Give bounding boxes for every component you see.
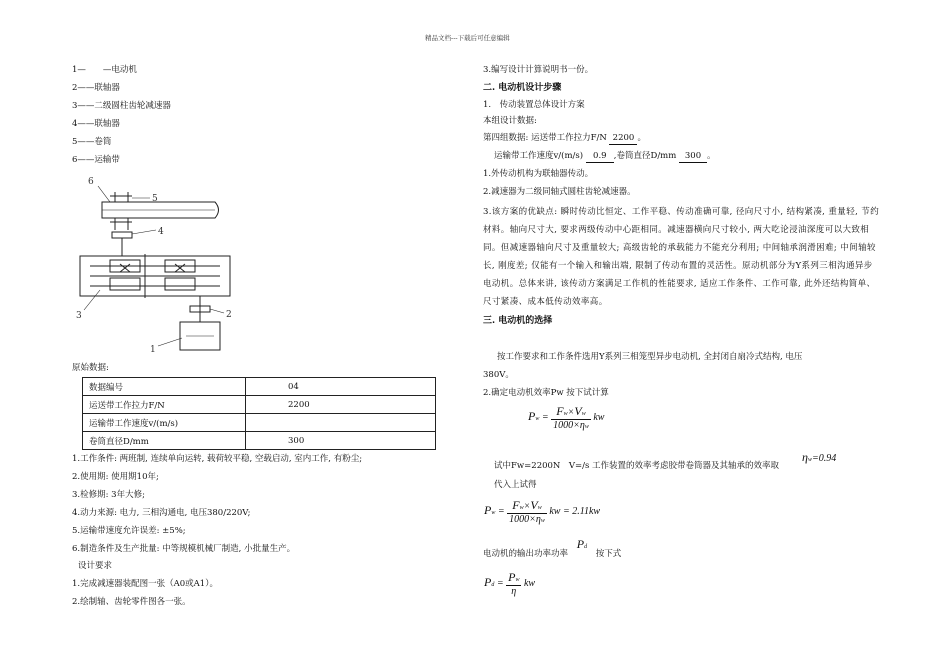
- force-value: 2200: [609, 132, 637, 145]
- diameter-value: 300: [679, 150, 707, 163]
- table-cell-label: 运送带工作拉力F/N: [83, 396, 246, 414]
- condition-1: 1.工作条件: 两班制, 连续单向运转, 载荷较平稳, 空载启动, 室内工作, 有粉尘;: [72, 454, 363, 464]
- formula-2: Pw = $\frac{Fw\times Vw}{1000\times\eta w}$ kw = 2.11kw: [484, 498, 601, 525]
- diagram-label-2: 2: [226, 310, 232, 320]
- diagram-label-6: 6: [88, 177, 94, 187]
- section-3-title: 三. 电动机的选择: [483, 316, 553, 326]
- part-6: 6——运输带: [72, 155, 120, 165]
- table-row: [83, 396, 436, 414]
- diagram-label-3: 3: [76, 311, 82, 321]
- data-title: 本组设计数据:: [483, 116, 537, 126]
- paragraph-2: 2.确定电动机效率Pw 按下试计算: [483, 388, 609, 398]
- condition-3: 3.检修期: 3年大修;: [72, 490, 145, 500]
- raw-data-title: 原始数据:: [72, 363, 109, 373]
- part-5: 5——卷筒: [72, 137, 112, 147]
- requirement-3: 3.编写设计计算说明书一份。: [483, 65, 594, 75]
- table-row: [83, 432, 436, 450]
- item-1: 1.外传动机构为联轴器传动。: [483, 169, 594, 179]
- item-2: 2.减速器为二级同轴式圆柱齿轮减速器。: [483, 187, 636, 197]
- table-cell-label: 运输带工作速度v/(m/s): [83, 414, 246, 432]
- table-cell-label: 数据编号: [83, 378, 246, 396]
- raw-data-table: [82, 377, 436, 450]
- table-row: [83, 378, 436, 396]
- speed-value: 0.9: [586, 150, 614, 163]
- table-cell-value: [246, 414, 436, 432]
- section-2-title: 二. 电动机设计步骤: [483, 83, 562, 93]
- transmission-diagram: [70, 170, 250, 355]
- part-2: 2——联轴器: [72, 83, 120, 93]
- condition-4: 4.动力来源: 电力, 三相沟通电, 电压380/220V;: [72, 508, 251, 518]
- part-4: 4——联轴器: [72, 119, 120, 129]
- page-header: 精品文档---下载后可任意编辑: [425, 34, 510, 42]
- part-3: 3——二级圆柱齿轮减速器: [72, 101, 171, 111]
- paragraph-4: 代入上试得: [494, 480, 537, 490]
- condition-5: 5.运输带速度允许误差: ±5%;: [72, 526, 186, 536]
- paragraph-1b: 380V。: [483, 370, 514, 380]
- paragraph-3: 试中Fw=2200N V=/s 工作装置的效率考虑胶带卷筒器及其轴承的效率取: [494, 461, 780, 471]
- table-row: [83, 414, 436, 432]
- diagram-label-1: 1: [150, 345, 156, 355]
- condition-6: 6.制造条件及生产批量: 中等规模机械厂制造, 小批量生产。: [72, 544, 296, 554]
- paragraph-5: 电动机的输出功率功率 Pd 按下式: [483, 537, 622, 559]
- formula-3: Pd = $\frac{Pw}{\eta}$ kw: [484, 570, 536, 597]
- data-line-2: 运输带工作速度v/(m/s) 0.9 ,卷筒直径D/mm 300 。: [494, 151, 716, 161]
- requirements-title: 设计要求: [78, 561, 113, 571]
- eta-expression: ηw=0.94: [802, 450, 837, 464]
- data-line-1: 第四组数据: 运送带工作拉力F/N 2200 。: [483, 133, 646, 143]
- item-3-paragraph: 3.该方案的优缺点: 瞬时传动比恒定、工作平稳、传动准确可靠, 径向尺寸小, 结构紧凑, 重量轻, 节约材料。轴向尺寸大, 要求两级传动中心距相同。减速器横向尺寸较小, 两大吃论浸油深度可以大致相同。但减速器轴向尺寸及重量较大; 高级齿轮的承载能力不能充分利用; 中间轴承润滑困难; 中间轴较长, 刚度差; 仅能有一个输入和输出端, 限制了传动布置的灵活性。原动机部分为Y系列三相沟通异步电动机。总体来讲, 该传动方案满足工作机的性能要求, 适应工作条件、工作可靠, 此外还结构简单、尺寸紧凑、成本低传动效率高。: [483, 207, 880, 307]
- table-cell-value: 2200: [246, 396, 436, 414]
- diagram-label-5: 5: [152, 194, 158, 204]
- formula-1: Pw = $\frac{Fw\times Vw}{1000\times\eta w}$ kw: [528, 404, 605, 431]
- part-1: 1— —电动机: [72, 65, 137, 75]
- table-cell-label: 卷筒直径D/mm: [83, 432, 246, 450]
- section-2-subtitle: 1. 传动装置总体设计方案: [483, 100, 585, 110]
- condition-2: 2.使用期: 使用期10年;: [72, 472, 159, 482]
- paragraph-1: 按工作要求和工作条件选用Y系列三相笼型异步电动机, 全封闭自扇冷式结构, 电压: [497, 352, 803, 362]
- requirement-1: 1.完成减速器装配图一张（A0或A1）。: [72, 579, 218, 589]
- table-cell-value: 300: [246, 432, 436, 450]
- requirement-2: 2.绘制轴、齿轮零件图各一张。: [72, 597, 191, 607]
- diagram-label-4: 4: [158, 227, 164, 237]
- table-cell-value: 04: [246, 378, 436, 396]
